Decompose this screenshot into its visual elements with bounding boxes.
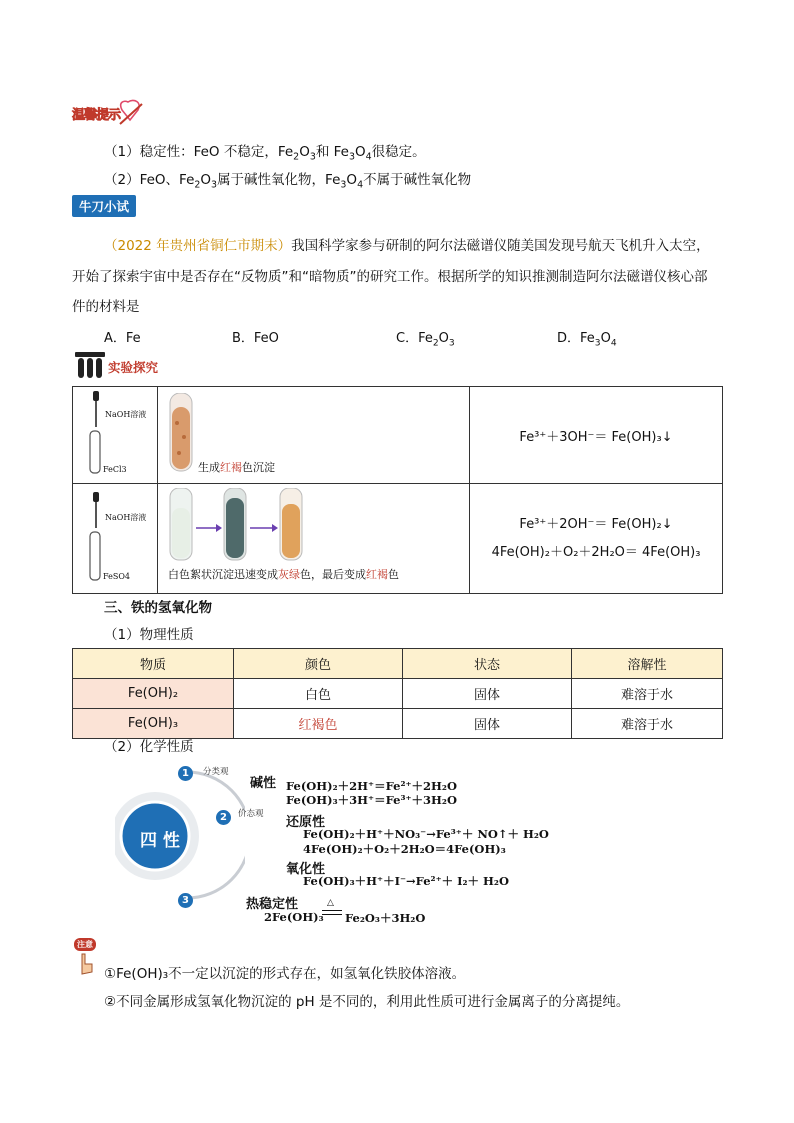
question-line-2: 开始了探索宇宙中是否存在“反物质”和“暗物质”的研究工作。根据所学的知识推测制造阿尔法磁谱仪核心部 [72, 269, 708, 285]
experiment-table [72, 386, 723, 594]
tip-line-2: （2）FeO、$Fe_2O_3$属于碱性氧化物，$Fe_3O_4$不属于碱性氧化物 [104, 172, 472, 191]
marker-2: 2 [216, 810, 231, 825]
equation-cell-2 [470, 484, 723, 594]
four-properties-graphic [115, 760, 245, 910]
physical-title: （1）物理性质 [104, 627, 194, 643]
tube-label: FeCl3 [103, 465, 127, 474]
heading-reducibility: 还原性 [286, 815, 326, 830]
experiment-logo-text: 实验探究 [108, 360, 159, 375]
tip-logo-text: 温馨提示 [72, 108, 121, 123]
choice-c[interactable]: C．$Fe_2O_3$ [396, 331, 455, 349]
table-row: Fe(OH)₂ 白色 固体 难溶于水 [73, 679, 723, 709]
choice-b[interactable]: B．FeO [232, 331, 279, 346]
formula-3: Fe(OH)₂＋H⁺＋NO₃⁻→Fe³⁺＋ NO↑＋ H₂O [303, 827, 549, 841]
observation-cell [158, 484, 470, 594]
property-table [72, 648, 723, 739]
dropper-tube-icon [87, 492, 107, 584]
tip-logo [72, 98, 144, 126]
experiment-logo [74, 350, 174, 380]
heading-oxidizability: 氧化性 [286, 862, 326, 877]
question-line-1: （2022 年贵州省铜仁市期末）我国科学家参与研制的阿尔法磁谱仪随美国发现号航天飞机升入太空， [104, 238, 710, 254]
observation-cell [158, 387, 470, 484]
experiment-row-2 [73, 484, 723, 594]
heading-thermal-stability: 热稳定性 [246, 897, 299, 912]
color-change-tubes [168, 488, 308, 564]
marker-1: 1 [178, 766, 193, 781]
choice-d[interactable]: D．$Fe_3O_4$ [557, 331, 617, 349]
pointing-hand-icon [76, 952, 98, 976]
reagent-label: NaOH溶液 [105, 410, 147, 419]
choice-a[interactable]: A．Fe [104, 331, 141, 346]
equation-cell-1: Fe³⁺＋3OH⁻＝ Fe(OH)₃↓ [470, 387, 723, 484]
heat-symbol: △ [327, 898, 334, 908]
tag-classification: 分类观 [203, 767, 229, 777]
equation-2a: Fe³⁺＋2OH⁻＝ Fe(OH)₂↓ [519, 516, 673, 532]
formula-6-reactant: 2Fe(OH)₃ [264, 910, 324, 924]
question-line-3: 件的材料是 [72, 299, 140, 315]
practice-badge: 牛刀小试 [72, 195, 136, 217]
equation-2b: 4Fe(OH)₂＋O₂＋2H₂O＝ 4Fe(OH)₃ [491, 544, 701, 560]
note-1: ①Fe(OH)₃不一定以沉淀的形式存在，如氢氧化铁胶体溶液。 [104, 966, 466, 982]
tip-line-1: （1）稳定性：FeO 不稳定，$Fe_2O_3$和 $Fe_3O_4$很稳定。 [104, 144, 426, 163]
note-label: 注意 [74, 938, 96, 951]
question-source: （2022 年贵州省铜仁市期末） [104, 238, 292, 254]
red-brown-precipitate-tube [168, 393, 194, 473]
diagram-center: 四 性 [140, 831, 180, 851]
marker-3: 3 [178, 893, 193, 908]
apparatus-cell [73, 484, 158, 594]
note-icon [74, 938, 104, 976]
chemical-title: （2）化学性质 [104, 739, 194, 755]
reagent-label: NaOH溶液 [105, 513, 147, 522]
section-title: 三、铁的氢氧化物 [104, 600, 212, 616]
observation-1: 生成红褐色沉淀 [198, 461, 275, 474]
experiment-row-1 [73, 387, 723, 484]
formula-6-product: Fe₂O₃＋3H₂O [345, 911, 426, 925]
table-header-row: 物质 颜色 状态 溶解性 [73, 649, 723, 679]
test-tubes-icon [74, 350, 106, 380]
equals-arrow [322, 910, 342, 915]
observation-2: 白色絮状沉淀迅速变成灰绿色，最后变成红褐色 [168, 568, 399, 581]
apparatus-cell [73, 387, 158, 484]
tube-label: FeSO4 [103, 572, 130, 581]
formula-5: Fe(OH)₃＋H⁺＋I⁻→Fe²⁺＋ I₂＋ H₂O [303, 874, 509, 888]
formula-2: Fe(OH)₃＋3H⁺＝Fe³⁺＋3H₂O [286, 793, 457, 807]
tag-valence: 价态观 [238, 809, 264, 819]
note-2: ②不同金属形成氢氧化物沉淀的 pH 是不同的，利用此性质可进行金属离子的分离提纯。 [104, 994, 630, 1010]
table-row: Fe(OH)₃ 红褐色 固体 难溶于水 [73, 709, 723, 739]
heading-basicity: 碱性 [250, 776, 277, 791]
formula-1: Fe(OH)₂＋2H⁺＝Fe²⁺＋2H₂O [286, 779, 457, 793]
formula-4: 4Fe(OH)₂＋O₂＋2H₂O＝4Fe(OH)₃ [303, 842, 506, 856]
